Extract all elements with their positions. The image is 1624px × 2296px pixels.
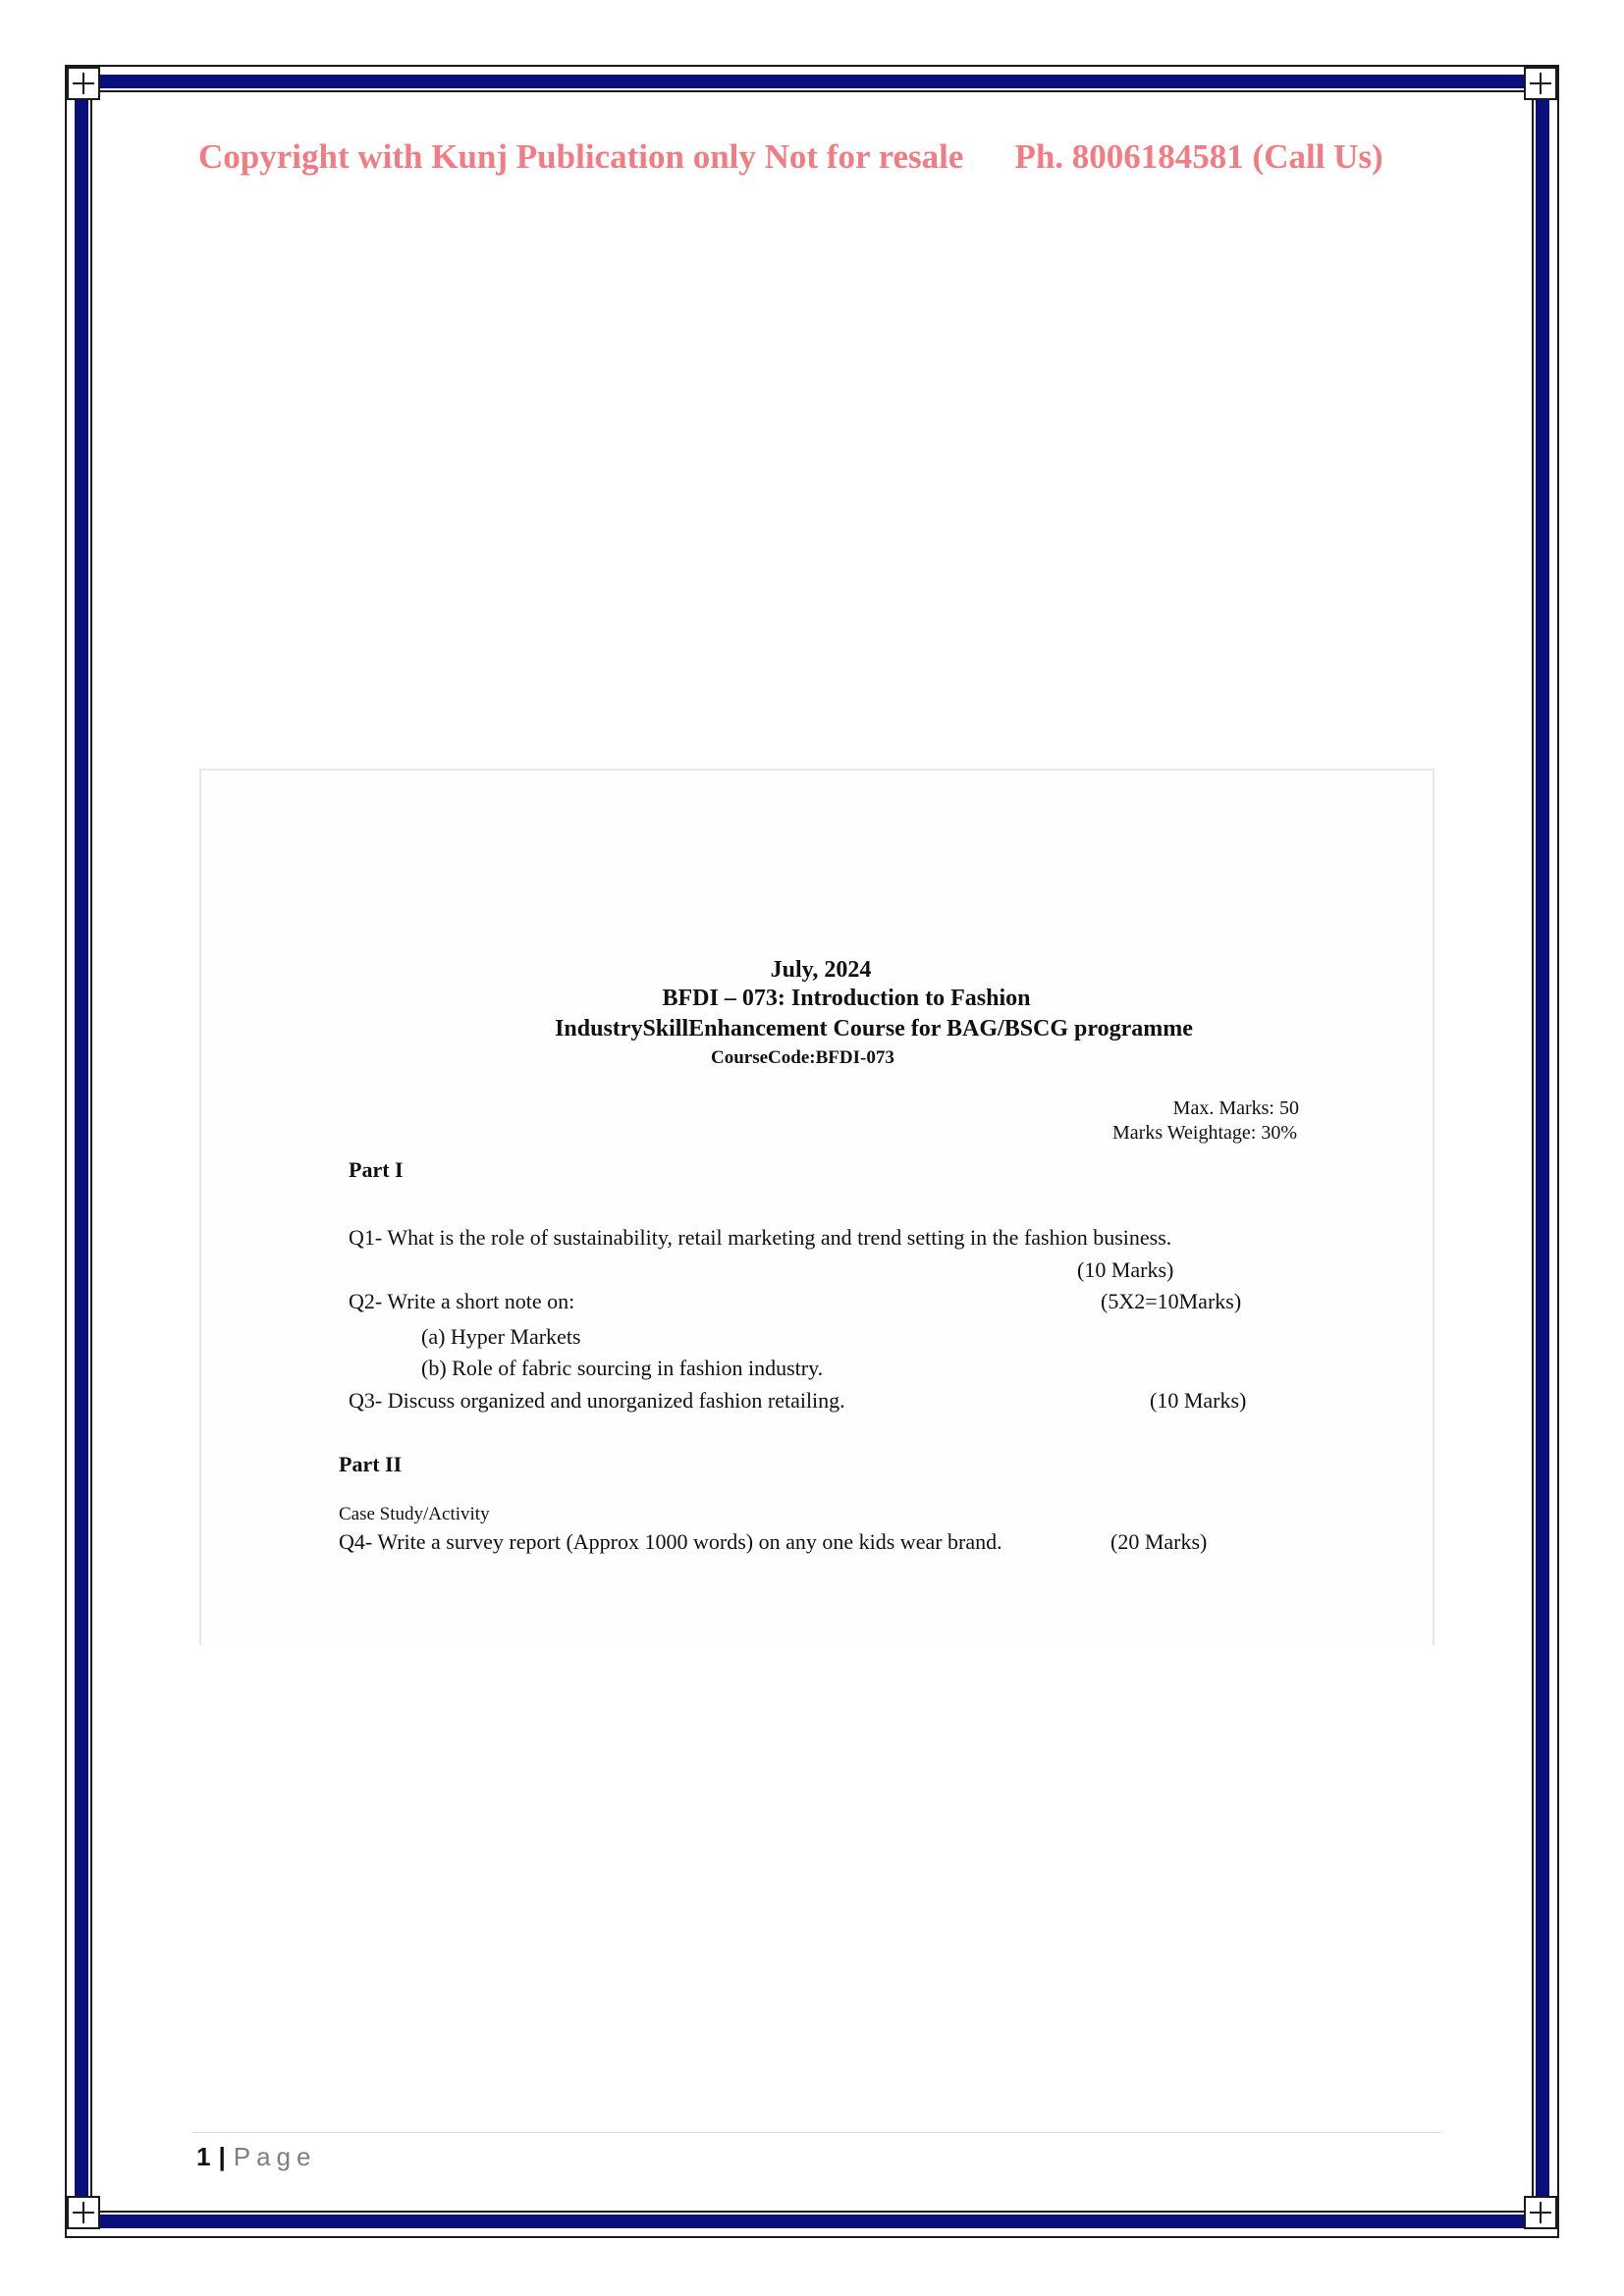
question-4-marks: (20 Marks): [1110, 1529, 1208, 1554]
question-2b: (b) Role of fabric sourcing in fashion industry.: [421, 1356, 824, 1380]
question-2a: (a) Hyper Markets: [421, 1324, 581, 1349]
question-3: Q3- Discuss organized and unorganized fashion retailing.: [349, 1388, 845, 1413]
question-2: Q2- Write a short note on:: [349, 1289, 575, 1313]
course-subtitle: IndustrySkillEnhancement Course for BAG/BSCG programme: [555, 1016, 1193, 1041]
marks-weightage: Marks Weightage: 30%: [1112, 1122, 1297, 1144]
question-paper-scan: [199, 769, 1435, 1645]
part-one-heading: Part I: [349, 1157, 404, 1182]
question-1: Q1- What is the role of sustainability, retail marketing and trend setting in the fashion business.: [349, 1225, 1172, 1250]
border-corner-ornament: [67, 2196, 100, 2229]
copyright-text: Copyright with Kunj Publication only Not for resale: [198, 137, 964, 176]
question-1-marks: (10 Marks): [1077, 1257, 1174, 1282]
question-4: Q4- Write a survey report (Approx 1000 words) on any one kids wear brand.: [339, 1529, 1002, 1554]
course-title: BFDI – 073: Introduction to Fashion: [662, 986, 1031, 1011]
phone-number: Ph. 8006184581 (Call Us): [1014, 137, 1383, 176]
course-code: CourseCode:BFDI-073: [711, 1047, 894, 1068]
footer-separator: |: [218, 2142, 226, 2171]
copyright-header: [198, 137, 1435, 177]
border-corner-ornament: [1524, 2196, 1557, 2229]
border-corner-ornament: [67, 67, 100, 100]
footer-divider: [192, 2132, 1441, 2133]
page-footer: [196, 2142, 316, 2172]
max-marks: Max. Marks: 50: [1172, 1097, 1299, 1119]
question-3-marks: (10 Marks): [1150, 1388, 1247, 1413]
paper-date: July, 2024: [770, 957, 872, 983]
part-two-heading: Part II: [339, 1452, 403, 1476]
page-label: Page: [233, 2142, 317, 2171]
case-study-label: Case Study/Activity: [339, 1504, 490, 1524]
border-corner-ornament: [1524, 67, 1557, 100]
page-number: 1: [196, 2142, 211, 2171]
question-2-marks: (5X2=10Marks): [1101, 1289, 1242, 1313]
